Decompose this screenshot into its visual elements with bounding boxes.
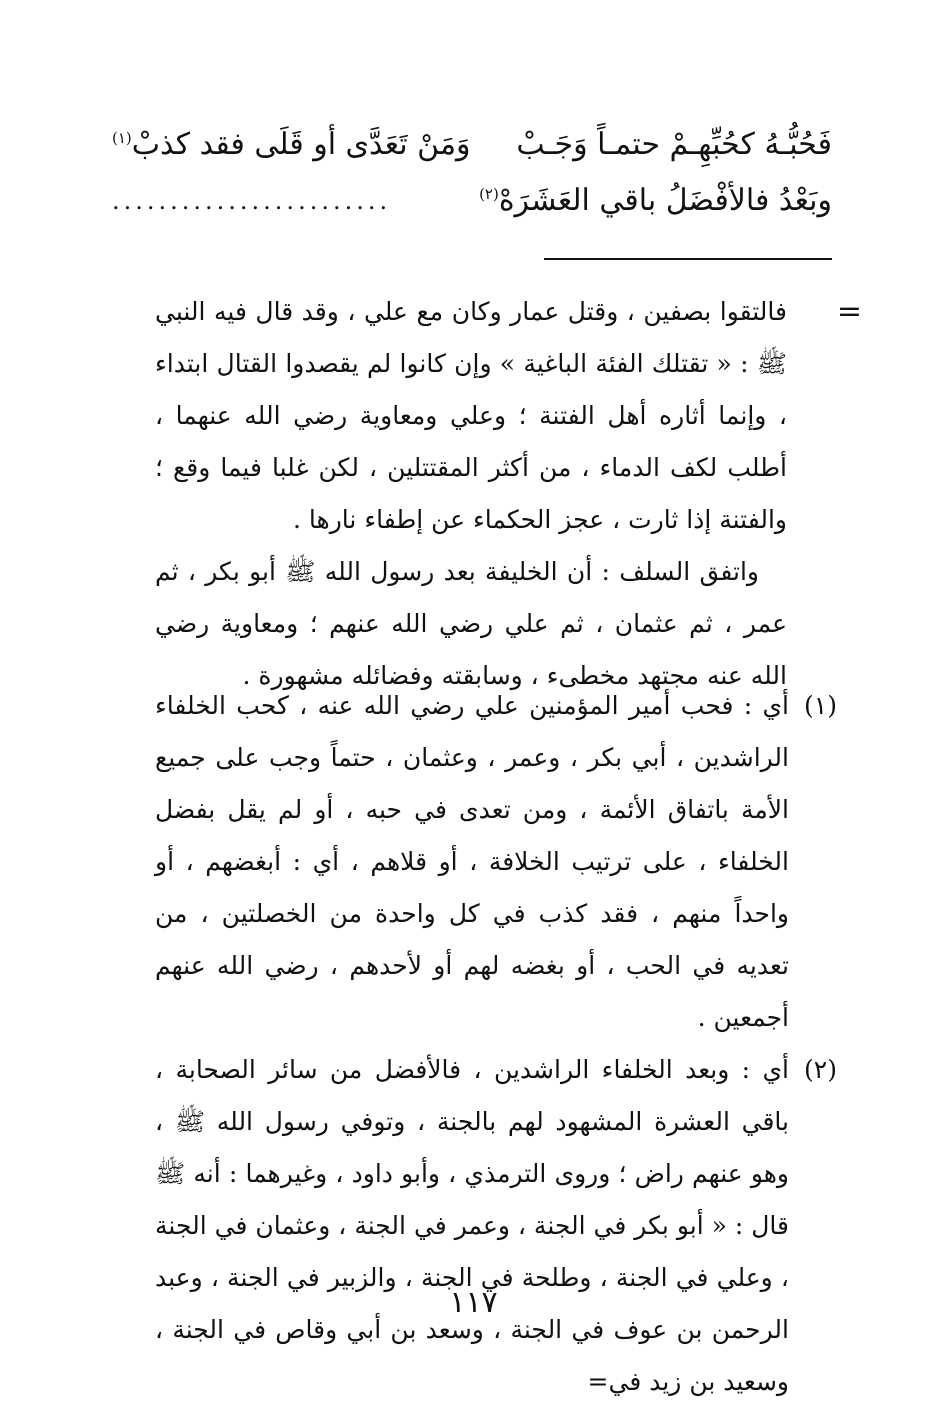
- footnote-text: أي : فحب أمير المؤمنين علي رضي الله عنه ، كحب الخلفاء الراشدين ، أبي بكر ، وعمر ، وعثمان ، حتماً وجب على جميع الأمة باتفاق الأئمة ، ومن تعدى في حبه ، أو لم يقل بفضل الخلفاء ، على ترتيب الخلافة ، أو قلاهم ، أي : أبغضهم ، أو واحداً منهم ، فقد كذب في كل واحدة من الخصلتين ، من تعديه في الحب ، أو بغضه لهم أو لأحدهم ، رضي الله عنهم أجمعين .: [155, 691, 789, 1032]
- poem-verses: [112, 120, 832, 232]
- footnote-ref-2: (٢): [479, 185, 499, 203]
- commentary-continuation: [155, 286, 787, 702]
- verse-1-first-hemistich: فَحُبُّـهُ كحُبِّهِـمْ حتمـاً وَجَـبْ: [516, 127, 832, 162]
- footnote-ref-1: (١): [112, 129, 132, 147]
- verse-1-second-hemistich: وَمَنْ تَعَدَّى أو قَلَى فقد كذبْ$^{(١)}$: [112, 127, 471, 162]
- continuation-mark: =: [836, 294, 862, 329]
- verse-2-first-hemistich: وبَعْدُ فالأفْضَلُ باقي العَشَرَهْ$^{(٢)}$: [479, 183, 832, 218]
- verse-2-omitted-dots: ........................: [112, 187, 392, 215]
- footnote-separator: [544, 258, 832, 260]
- footnote-number: (٢): [804, 1055, 837, 1084]
- page-number: ١١٧: [449, 1285, 498, 1320]
- commentary-paragraph-1: فالتقوا بصفين ، وقتل عمار وكان مع علي ، وقد قال فيه النبي ﷺ : « تقتلك الفئة الباغية » وإن كانوا لم يقصدوا القتال ابتداء ، وإنما أثاره أهل الفتنة ؛ وعلي ومعاوية رضي الله عنهما ، أطلب لكف الدماء ، من أكثر المقتتلين ، لكن غلبا فيما وقع ؛ والفتنة إذا ثارت ، عجز الحكماء عن إطفاء نارها .: [155, 297, 787, 534]
- footnote-1: [155, 680, 837, 1044]
- footnote-2: [155, 1044, 837, 1408]
- verse-line-2: [112, 176, 832, 232]
- commentary-paragraph-2: واتفق السلف : أن الخليفة بعد رسول الله ﷺ أبو بكر ، ثم عمر ، ثم عثمان ، ثم علي رضي الله عنهم ؛ ومعاوية رضي الله عنه مجتهد مخطىء ، وسابقته وفضائله مشهورة .: [155, 557, 787, 690]
- footnote-number: (١): [804, 691, 837, 720]
- footnote-text: أي : وبعد الخلفاء الراشدين ، فالأفضل من سائر الصحابة ، باقي العشرة المشهود لهم بالجنة ، وتوفي رسول الله ﷺ ، وهو عنهم راض ؛ وروى الترمذي ، وأبو داود ، وغيرهما : أنه ﷺ قال : « أبو بكر في الجنة ، وعمر في الجنة ، وعثمان في الجنة ، وعلي في الجنة ، وطلحة في الجنة ، والزبير في الجنة ، وعبد الرحمن بن عوف في الجنة ، وسعد بن أبي وقاص في الجنة ، وسعيد بن زيد في=: [155, 1055, 789, 1396]
- verse-line-1: [112, 120, 832, 176]
